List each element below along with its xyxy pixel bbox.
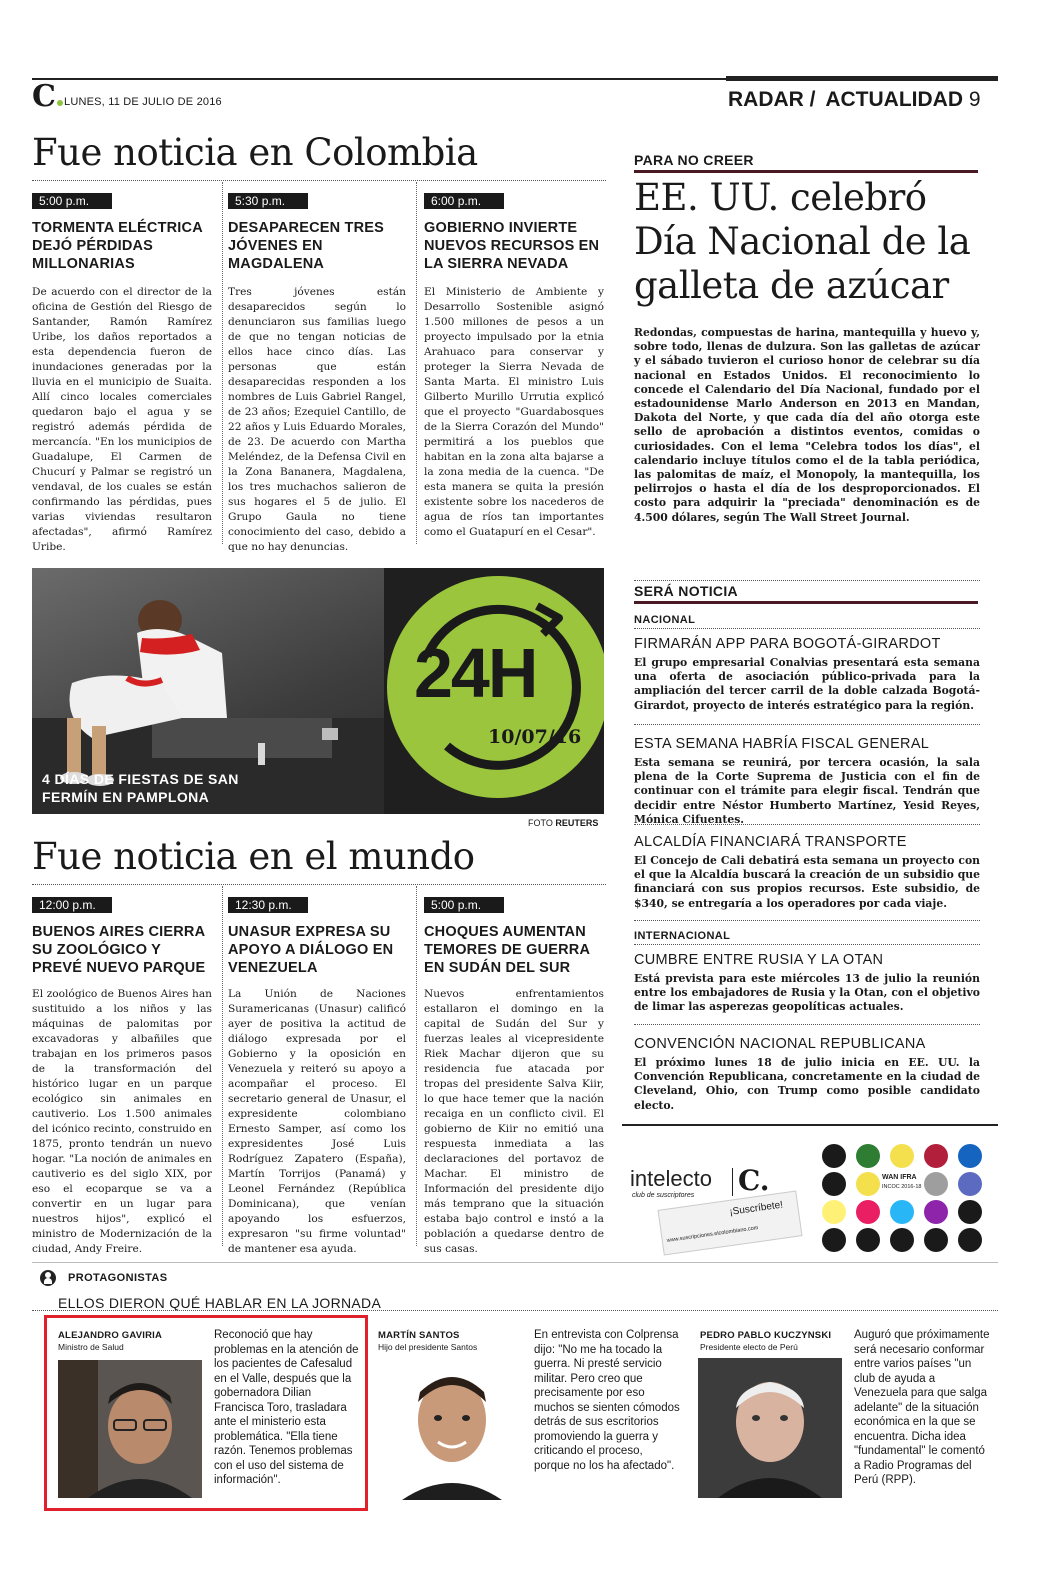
person-icon xyxy=(40,1270,56,1286)
top-rule-accent xyxy=(726,76,998,81)
seranoticia-body: El grupo empresarial Conalvias presentará esta semana una oferta de asociación público-privada para la ampliación del tercer carril de la doble calzada Bogotá-Girardot, proyecto de interés estratégico para la región. xyxy=(634,656,980,712)
protagonist-role: Hijo del presidente Santos xyxy=(378,1342,478,1352)
newspaper-logo: C xyxy=(32,82,63,112)
seranoticia-headline: ESTA SEMANA HABRÍA FISCAL GENERAL xyxy=(634,736,930,752)
seranoticia-item xyxy=(634,1036,980,1113)
issue-date: LUNES, 11 DE JULIO DE 2016 xyxy=(64,96,222,108)
item-rule xyxy=(634,920,980,921)
internacional-label: INTERNACIONAL xyxy=(634,930,731,942)
protagonistas-subtitle: ELLOS DIERON QUÉ HABLAR EN LA JORNADA xyxy=(58,1295,382,1311)
photo-caption: 4 DÍAS DE FIESTAS DE SAN FERMÍN EN PAMPLONA xyxy=(42,771,239,805)
protagonist-role: Ministro de Salud xyxy=(58,1342,124,1352)
protagonist-photo xyxy=(698,1358,842,1498)
protagonistas-label: PROTAGONISTAS xyxy=(68,1272,168,1284)
ad-color-dot xyxy=(822,1200,846,1224)
colombia-article xyxy=(424,193,604,540)
page-number: 9 xyxy=(968,88,981,111)
colombia-article xyxy=(228,193,406,555)
protagonist-quote: Auguró que próximamente será necesario conformar entre varios países "un club de ayuda a Venezuela para que salga adelante" de la situación económica en la que se encuentra. Dicha idea "fundamental" le comentó a Radio Programas del Perú (RPP). xyxy=(854,1329,990,1486)
protagonist-name: PEDRO PABLO KUCZYNSKI xyxy=(700,1330,832,1341)
ad-logo: C. xyxy=(738,1164,770,1197)
mundo-title: Fue noticia en el mundo xyxy=(32,835,475,878)
ad-divider xyxy=(732,1168,733,1196)
column-divider xyxy=(222,182,223,544)
credit-label: FOTO xyxy=(528,818,553,828)
ad-dot-grid xyxy=(822,1144,992,1252)
paranocreer-kicker: PARA NO CREER xyxy=(634,152,754,168)
article-headline: CHOQUES AUMENTAN TEMORES DE GUERRA EN SUDÁN DEL SUR xyxy=(424,924,590,976)
item-rule xyxy=(634,724,980,725)
ad-color-dot xyxy=(890,1200,914,1224)
protagonist-quote: En entrevista con Colprensa dijo: "No me ha tocado la guerra. Ni presté servicio militar. Pero creo que precisamente por eso muchos se sienten cómodos detrás de sus escritorios promoviendo la guerra y criticando el proceso, porque no los ha afectado". xyxy=(534,1329,680,1472)
nacional-label: NACIONAL xyxy=(634,614,696,626)
seranoticia-headline: CONVENCIÓN NACIONAL REPUBLICANA xyxy=(634,1036,926,1052)
badge-24h: 24H xyxy=(414,634,537,712)
article-body: El zoológico de Buenos Aires han sustituido a los niños y las máquinas de palomitas por excavadoras y albañiles que trabajan en los primeros pasos de la transformación del histórico lugar en un parque ecológico sin animales en cautiverio. Los 1.500 animales del icónico recinto, construido en 1875, pronto tendrán un nuevo hogar. "La noción de animales en cautiverio es del siglo XIX, por eso el ecoparque se va a convertir en un lugar para nuestros hijos", explicó el ministro de Modernización de la ciudad, Andy Freire. xyxy=(32,988,212,1255)
ad-color-dot xyxy=(822,1144,846,1168)
time-badge: 5:30 p.m. xyxy=(228,193,308,209)
ad-card xyxy=(657,1190,802,1255)
ad-color-dot xyxy=(890,1144,914,1168)
ad-color-dot xyxy=(924,1172,948,1196)
seranoticia-item xyxy=(634,736,980,827)
seranoticia-item xyxy=(634,834,980,911)
section-header xyxy=(728,88,981,112)
protagonist-name: ALEJANDRO GAVIRIA xyxy=(58,1330,163,1341)
protagonist-photo xyxy=(392,1362,512,1500)
article-headline: UNASUR EXPRESA SU APOYO A DIÁLOGO EN VENEZUELA xyxy=(228,924,394,976)
mundo-article xyxy=(32,897,212,1257)
ad-color-dot xyxy=(856,1200,880,1224)
ad-brand-sub: club de suscriptores xyxy=(632,1192,695,1199)
seranoticia-body: El Concejo de Cali debatirá esta semana un proyecto con el que la Alcaldía buscará la creación de un subsidio que financiará con sus propios recursos. Este subsidio, de $340, se entregaría a los operadores por cada viaje. xyxy=(634,854,980,910)
colombia-article xyxy=(32,193,212,555)
ad-color-dot xyxy=(958,1172,982,1196)
seranoticia-kicker: SERÁ NOTICIA xyxy=(634,583,738,599)
ad-top-rule xyxy=(622,1124,998,1126)
mundo-article xyxy=(424,897,604,1257)
seranoticia-item xyxy=(634,636,980,713)
column-divider xyxy=(416,886,417,1246)
photo-credit xyxy=(528,818,598,828)
credit-source: REUTERS xyxy=(555,818,599,828)
mundo-title-rule xyxy=(32,884,606,885)
wan-label: WAN IFRA xyxy=(882,1174,917,1181)
article-body: De acuerdo con el director de la oficina de Gestión del Riesgo de Santander, Ramón Ramírez Uribe, los daños reportados a esta dependencia fueron de inundaciones generadas por la lluvia en el municipio de Suaita. Allí cinco locales comerciales quedaron bajo el agua y se registró además pérdida de mercancía. "En los municipios de Guadalupe, El Carmen de Chucurí y Palmar se registró un vendaval, de los cuales se están confirmando las pérdidas, pues varias viviendas resultaron afectadas", afirmó Ramírez Uribe. xyxy=(32,286,212,553)
ad-color-dot xyxy=(958,1144,982,1168)
article-body: El Ministerio de Ambiente y Desarrollo Sostenible asignó 1.500 millones de pesos a un proyecto impulsado por la etnia Arahuaco para conservar y proteger la Sierra Nevada de Santa Marta. El ministro Luis Gilberto Murillo Urrutia explicó que el proyecto "Guardabosques de la Sierra Corazón del Mundo" permitirá a los pueblos que habitan en la zona alta bajarse a la zona media de la cuenca. "De esta manera se quita la presión existente sobre los nacederos de agua de ríos tan importantes como el Guatapurí en el Cesar". xyxy=(424,286,604,538)
protagonistas-dotrule xyxy=(32,1310,998,1311)
time-badge: 6:00 p.m. xyxy=(424,193,504,209)
ad-color-dot xyxy=(890,1228,914,1252)
article-headline: BUENOS AIRES CIERRA SU ZOOLÓGICO Y PREVÉ NUEVO PARQUE xyxy=(32,924,206,976)
ad-color-dot xyxy=(924,1228,948,1252)
seranoticia-headline: CUMBRE ENTRE RUSIA Y LA OTAN xyxy=(634,952,884,968)
seranoticia-body: Esta semana se reunirá, por tercera ocasión, la sala plena de la Corte Suprema de Justicia con el fin de continuar con el trámite para elegir fiscal. Tendrán que decidir entre Néstor Humberto Martínez, Yesid Reyes, Mónica Cifuentes. xyxy=(634,756,980,826)
protagonist-role: Presidente electo de Perú xyxy=(700,1342,798,1352)
time-badge: 5:00 p.m. xyxy=(32,193,112,209)
paranocreer-body: Redondas, compuestas de harina, mantequilla y huevo y, sobre todo, llenas de dulzura. Son las galletas de azúcar y el sábado tuvieron el curioso honor de celebrar su día nacional en Estados Unidos. El reconocimiento lo concede el Calendario del Día Nacional, fundado por el estadounidense Marlo Anderson en 2013 en Mandan, Dakota del Norte, y que cada día del año otorga este sello de aprobación a distintos eventos, comidas o curiosidades. Con el lema "Celebra todos los días", el calendario incluye títulos como el de la tabla periódica, las palomitas de maíz, el Monopoly, la mantequilla, los pelirrojos o hasta el día de los desproporcionados. El costo para adquirir la "preciada" denominación es de 4.500 dólares, según The Wall Street Journal. xyxy=(634,326,980,524)
ad-color-dot xyxy=(856,1228,880,1252)
ad-brand: intelecto xyxy=(630,1166,712,1191)
colombia-title: Fue noticia en Colombia xyxy=(32,131,478,174)
ad-color-dot xyxy=(822,1228,846,1252)
article-body: Nuevos enfrentamientos estallaron el domingo en la capital de Sudán del Sur y fuerzas leales al vicepresidente Riek Machar dijeron que su residencia fue atacada por tropas del presidente Salva Kiir, lo que hace temer que la nación recaiga en un conflicto civil. El gobierno de Kiir no emitió una respuesta inmediata a las declaraciones del portavoz de Machar. El ministro de Información del presidente dijo más temprano que la situación estaba bajo control e instó a la población a quedarse dentro de sus casas. xyxy=(424,988,604,1255)
ad-color-dot xyxy=(822,1172,846,1196)
ad-color-dot xyxy=(856,1172,880,1196)
seranoticia-body: El próximo lunes 18 de julio inicia en EE. UU. la Convención Republicana, concretamente en la ciudad de Cleveland, Ohio, con Trump como posible candidato electo. xyxy=(634,1056,980,1112)
ad-cta: ¡Suscríbete! xyxy=(728,1199,784,1218)
column-divider xyxy=(222,886,223,1246)
article-headline: GOBIERNO INVIERTE NUEVOS RECURSOS EN LA SIERRA NEVADA xyxy=(424,220,600,272)
time-badge: 12:30 p.m. xyxy=(228,897,308,913)
portrait-illustration xyxy=(698,1358,842,1498)
ad-color-dot xyxy=(958,1228,982,1252)
subscription-ad[interactable] xyxy=(630,1140,990,1252)
ad-color-dot xyxy=(924,1200,948,1224)
mundo-article xyxy=(228,897,406,1257)
ad-color-dot xyxy=(958,1200,982,1224)
protagonistas-rule xyxy=(32,1262,998,1263)
internacional-rule xyxy=(634,944,980,945)
article-body: La Unión de Naciones Suramericanas (Unasur) calificó ayer de positiva la actitud de diálogo expresada por el Gobierno y la oposición en Venezuela y reiteró su apoyo a acompañar el proceso. El secretario general de Unasur, el expresidente colombiano Ernesto Samper, así como los expresidentes José Luis Rodríguez Zapatero (España), Martín Torrijos (Panamá) y Leonel Fernández (República Dominicana), que venían apoyando los esfuerzos, expresaron "su firme voluntad" de mantener esa ayuda. xyxy=(228,988,406,1255)
seranoticia-headline: FIRMARÁN APP PARA BOGOTÁ-GIRARDOT xyxy=(634,636,941,652)
item-rule xyxy=(634,1024,980,1025)
seranoticia-headline: ALCALDÍA FINANCIARÁ TRANSPORTE xyxy=(634,834,907,850)
ad-color-dot xyxy=(924,1144,948,1168)
wan-sub: INCOC 2016-18 xyxy=(882,1184,922,1190)
nacional-rule xyxy=(634,628,980,629)
kicker-rule xyxy=(634,601,978,604)
column-divider xyxy=(416,182,417,544)
subsection-label: ACTUALIDAD xyxy=(825,88,963,111)
portrait-illustration xyxy=(392,1362,512,1500)
article-headline: TORMENTA ELÉCTRICA DEJÓ PÉRDIDAS MILLONARIAS xyxy=(32,220,203,272)
time-badge: 5:00 p.m. xyxy=(424,897,504,913)
portrait-illustration xyxy=(58,1360,202,1498)
time-badge: 12:00 p.m. xyxy=(32,897,112,913)
kicker-rule xyxy=(634,170,978,173)
paranocreer-title: EE. UU. celebró Día Nacional de la galleta de azúcar xyxy=(634,176,971,307)
protagonist-quote: Reconoció que hay problemas en la atención de los pacientes de Cafesalud en el Valle, después que la gobernadora Dilian Francisca Toro, trasladara ante el ministerio esta problemática. "Ella tiene razón. Tenemos problemas con el uso del sistema de información". xyxy=(214,1329,359,1486)
ad-color-dot xyxy=(856,1144,880,1168)
section-label: RADAR / xyxy=(728,88,816,111)
colombia-title-rule xyxy=(32,180,606,181)
protagonist-photo xyxy=(58,1360,202,1498)
logo-dot-icon xyxy=(57,100,63,106)
seranoticia-top-rule xyxy=(634,580,980,581)
badge-date: 10/07/16 xyxy=(488,726,582,748)
item-rule xyxy=(634,824,980,825)
protagonist-name: MARTÍN SANTOS xyxy=(378,1330,460,1341)
article-headline: DESAPARECEN TRES JÓVENES EN MAGDALENA xyxy=(228,220,385,272)
article-body: Tres jóvenes están desaparecidos según lo denunciaron sus familias luego de que no tengan noticias de ellos hace cinco días. Las personas que están desaparecidas responden a los nombres de Luis Gabriel Rangel, de 23 años; Ezequiel Cantillo, de 22 años y Luis Eduardo Morales, de 23. De acuerdo con Martha Meléndez, de la Defensa Civil en la Zona Bananera, Magdalena, los tres muchachos salieron de sus hogares el 5 de julio. El Grupo Gaula no tiene conocimiento del caso, debido a que no hay denuncias. xyxy=(228,286,406,553)
seranoticia-item xyxy=(634,952,980,1015)
san-fermin-photo xyxy=(32,568,604,814)
ad-url: www.suscripciones.elcolombiano.com xyxy=(666,1225,759,1244)
seranoticia-body: Está prevista para este miércoles 13 de julio la reunión entre los embajadores de Rusia y la Otan, con el objetivo de limar las asperezas geopolíticas actuales. xyxy=(634,972,980,1014)
